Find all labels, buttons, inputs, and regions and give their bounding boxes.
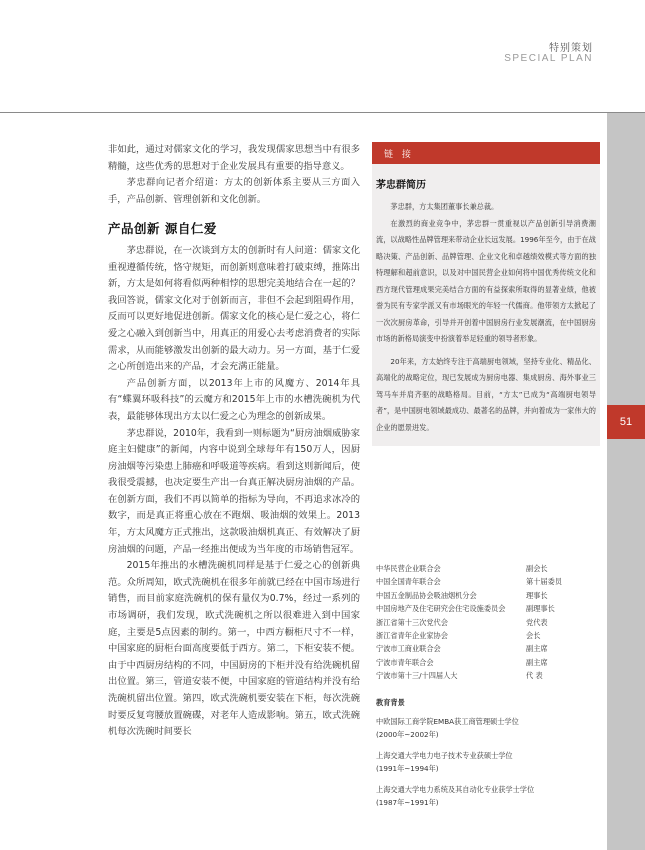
sidebar (372, 142, 600, 446)
list-item: 上海交通大学电力电子技术专业获硕士学位 (1991年~1994年) (376, 751, 513, 773)
list-item: 浙江省青年企业家协会 会长 (376, 631, 541, 641)
bio-paragraph: 20年来，方太始终专注于高端厨电领域，坚持专业化、精品化、高端化的战略定位，现已发展成为厨房电器、集成厨房、海外事业三驾马车并肩齐驱的战略格局。目前，“方太”已成为“高端厨电领导者”，是中国厨电领域最成功、最著名的品牌，并向着成为一家伟大的企业的愿景进发。 (376, 356, 596, 432)
education-section (376, 698, 588, 817)
bio-paragraph: 茅忠群，方太集团董事长兼总裁。 (390, 202, 499, 211)
article-paragraph: 茅忠群向记者介绍道：方太的创新体系主要从三方面入手，产品创新、管理创新和文化创新。 (108, 177, 360, 205)
article-paragraph: 茅忠群说，2010年，我看到一则标题为“厨房油烟威胁家庭主妇健康”的新闻，内容中说到全球每年有150万人，因厨房油烟等污染患上肺癌和呼吸道等疾病。看到这则新闻后，使我很受震撼，也决定要生产出一台真正解决厨房油烟的产品。在创新方面，我们不再以简单的指标为导向，不再追求冰冷的数字，而是真正将重心放在不跑烟、吸油烟的效果上。2013年，方太风魔方正式推出，这款吸油烟机真正、有效解决了厨房油烟的问题，产品一经推出便成为当年度的市场销售冠军。 (108, 427, 360, 555)
page-number: 51 (607, 405, 645, 439)
list-item: 中国五金制品协会吸油烟机分会 理事长 (376, 590, 548, 600)
list-item: 中国全国青年联合会 第十届委员 (376, 577, 562, 587)
sidebar-band-label: 链 接 (384, 149, 414, 160)
list-item: 中欧国际工商学院EMBA获工商管理硕士学位 (2000年~2002年) (376, 717, 519, 739)
sidebar-box (372, 142, 600, 446)
list-item: 宁波市青年联合会 副主席 (376, 657, 548, 667)
article-body (108, 142, 360, 741)
header-divider (0, 112, 645, 113)
section-subtitle: SPECIAL PLAN (504, 53, 593, 64)
list-item: 宁波市工商业联合会 副主席 (376, 644, 548, 654)
article-paragraph: 非如此，通过对儒家文化的学习，我发现儒家思想当中有很多精髓，这些优秀的思想对于企业发展具有重要的指导意义。 (108, 144, 360, 172)
positions-list (376, 562, 586, 683)
article-paragraph: 茅忠群说，在一次谈到方太的创新时有人问道：儒家文化重视遵循传统，恪守规矩，而创新则意味着打破束缚，推陈出新，方太是如何将看似两种相悖的思想完美地结合在一起的？我回答说，儒家文化对于创新而言，非但不会起到阻碍作用，反而可以更好地促进创新。儒家文化的核心是仁爱之心，将仁爱之心融入到创新当中，用真正的用爱心去考虑消费者的实际需求，从而能够激发出创新的最大动力。另一方面，基于仁爱之心所创造出来的产品，才会充满正能量。 (108, 244, 360, 373)
list-item: 宁波市第十三/十四届人大 代 表 (376, 671, 543, 681)
page-header (0, 0, 645, 112)
bio-paragraph: 在激烈的商业竞争中，茅忠群一贯重视以产品创新引导消费潮流，以战略性品牌管理来带动企业长远发展。1996年至今，由于在战略决策、产品创新、品牌管理、企业文化和卓越绩效模式等方面的独特理解和超前意识，以及对中国民营企业如何将中国优秀传统文化和西方现代管理成果完美结合方面的有益探索所取得的显著业绩，他被誉为民有专家学派又有市场眼光的年轻一代儒商。他带领方太掀起了一次次厨房革命，引导并开创着中国厨房行业发展潮流，在中国厨房市场的新格局演变中扮演着举足轻重的领导者形象。 (376, 218, 596, 343)
list-item: 浙江省第十三次党代会 党代表 (376, 617, 548, 627)
list-item: 中华民营企业联合会 副会长 (376, 564, 548, 573)
list-item: 上海交通大学电力系统及其自动化专业获学士学位 (1987年~1991年) (376, 785, 535, 807)
bio-title: 茅忠群简历 (376, 180, 426, 191)
article-paragraph: 产品创新方面，以2013年上市的风魔方、2014年具有“蝶翼环吸科技”的云魔方和2015年上市的水槽洗碗机为代表，最能够体现出方太以仁爱之心为理念的创新成果。 (108, 377, 360, 422)
list-item: 中国房地产及住宅研究会住宅设施委员会 副理事长 (376, 604, 555, 614)
side-strip (607, 113, 645, 850)
education-heading: 教育背景 (376, 698, 405, 707)
article-paragraph: 2015年推出的水槽洗碗机同样是基于仁爱之心的创新典范。众所周知，欧式洗碗机在很多年前就已经在中国市场进行销售，而目前家庭洗碗机的保有量仅为0.7%，经过一系列的市场调研，我们发现，欧式洗碗机之所以很难进入到中国家庭，主要是5点因素的制约。第一，中西方橱柜尺寸不一样，中国家庭的厨柜台面高度要低于西方。第二，下柜安装不便。由于中西厨房结构的不同，中国厨房的下柜并没有给洗碗机留出位置。第三，管道安装不便，中国家庭的管道结构并没有给洗碗机留出位置。第四，欧式洗碗机要安装在下柜，每次洗碗时要反复弯腰放置碗碟，对老年人造成影响。第五，欧式洗碗机每次洗碗时间要长 (108, 560, 360, 738)
article-heading: 产品创新 源自仁爱 (108, 221, 217, 237)
bio-section (372, 164, 600, 446)
sidebar-band (372, 142, 600, 164)
section-title: 特别策划 (549, 43, 593, 54)
